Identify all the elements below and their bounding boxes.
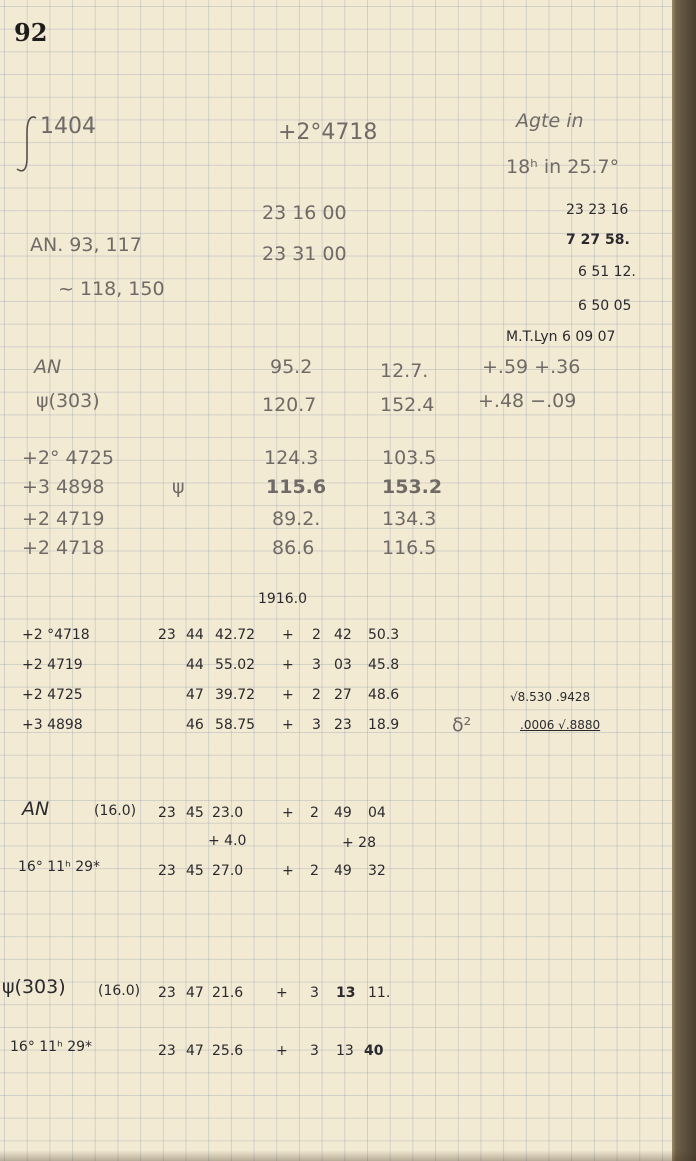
psi-r2-sign: + — [276, 1043, 288, 1059]
pos-3-dec-s: 48.6 — [368, 687, 400, 703]
pos-2-ra-s: 55.02 — [215, 657, 256, 673]
an-result-date: 16° 11ʰ 29* — [18, 859, 101, 875]
measure-row2-b: 152.4 — [380, 394, 435, 416]
side-calc-line-2: .0006 √.8880 — [520, 718, 601, 732]
star-3-zone: +2 4719 — [22, 508, 105, 530]
psi-r2-dec-s: 40 — [364, 1043, 384, 1059]
pos-2-zone: +2 4719 — [22, 657, 83, 673]
an-r2-dec-d: 2 — [310, 863, 319, 879]
header-decl: +2°4718 — [278, 120, 378, 145]
an-r2-dec-m: 49 — [334, 863, 352, 879]
measure-row1-label: AN — [34, 356, 62, 378]
star-1-b: 103.5 — [382, 447, 437, 469]
star-2-zone: +3 4898 — [22, 476, 105, 498]
an-r1-dec-m: 49 — [334, 805, 352, 821]
psi-r1-ra-m: 47 — [186, 985, 204, 1001]
pos-2-sign: + — [282, 657, 294, 673]
measure-row2-a: 120.7 — [262, 394, 317, 416]
an-reference-2: ~ 118, 150 — [58, 278, 165, 300]
pos-2-dec-d: 3 — [312, 657, 321, 673]
side-calc-line-1: √8.530 .9428 — [510, 690, 591, 704]
header-ref: 1404 — [40, 114, 96, 139]
pos-1-ra-s: 42.72 — [215, 627, 256, 643]
an-r1-ra-h: 23 — [158, 805, 176, 821]
an-corr-dec: + 28 — [342, 835, 376, 851]
measure-row1-c: +.59 +.36 — [482, 356, 581, 378]
measure-row2-c: +.48 −.09 — [478, 390, 577, 412]
measure-row2-label: ψ(303) — [36, 390, 100, 412]
pos-2-dec-s: 45.8 — [368, 657, 400, 673]
an-r1-ra-s: 23.0 — [212, 805, 244, 821]
header-note-1: Agte in — [516, 110, 584, 132]
an-r2-ra-h: 23 — [158, 863, 176, 879]
pos-4-ra-m: 46 — [186, 717, 204, 733]
pos-1-dec-m: 42 — [334, 627, 352, 643]
right-col-line-2: 7 27 58. — [566, 232, 630, 248]
an-r1-dec-s: 04 — [368, 805, 386, 821]
pos-1-dec-d: 2 — [312, 627, 321, 643]
pos-4-zone: +3 4898 — [22, 717, 83, 733]
an-r1-sign: + — [282, 805, 294, 821]
an-time-2: 23 31 00 — [262, 243, 347, 265]
side-calc-symbol: δ² — [452, 714, 472, 736]
star-4-zone: +2 4718 — [22, 537, 105, 559]
star-1-a: 124.3 — [264, 447, 319, 469]
star-4-a: 86.6 — [272, 537, 315, 559]
pos-3-dec-d: 2 — [312, 687, 321, 703]
an-r2-ra-m: 45 — [186, 863, 204, 879]
integral-sign-icon — [14, 114, 40, 174]
pos-3-zone: +2 4725 — [22, 687, 83, 703]
pos-3-sign: + — [282, 687, 294, 703]
an-corr-ra: + 4.0 — [208, 833, 247, 849]
psi-r2-dec-d: 3 — [310, 1043, 319, 1059]
pos-4-dec-m: 23 — [334, 717, 352, 733]
psi-result-label: ψ(303) — [2, 976, 66, 998]
page-bottom-shadow — [0, 1150, 696, 1161]
right-col-line-3: 6 51 12. — [578, 264, 636, 280]
epoch-label: 1916.0 — [258, 591, 307, 607]
an-result-label: AN — [22, 798, 50, 820]
psi-result-date: 16° 11ʰ 29* — [10, 1039, 93, 1055]
psi-r1-dec-s: 11. — [368, 985, 391, 1001]
pos-4-dec-s: 18.9 — [368, 717, 400, 733]
psi-r1-sign: + — [276, 985, 288, 1001]
notebook-page-edge — [672, 0, 696, 1161]
an-r2-sign: + — [282, 863, 294, 879]
an-r2-ra-s: 27.0 — [212, 863, 244, 879]
an-time-1: 23 16 00 — [262, 202, 347, 224]
psi-result-epoch: (16.0) — [98, 983, 141, 999]
psi-r2-dec-m: 13 — [336, 1043, 354, 1059]
pos-1-dec-s: 50.3 — [368, 627, 400, 643]
pos-2-dec-m: 03 — [334, 657, 352, 673]
star-2-mark: ψ — [172, 476, 185, 498]
psi-r2-ra-m: 47 — [186, 1043, 204, 1059]
psi-r2-ra-s: 25.6 — [212, 1043, 244, 1059]
pos-4-ra-s: 58.75 — [215, 717, 256, 733]
right-col-line-1: 23 23 16 — [566, 202, 629, 218]
pos-3-ra-m: 47 — [186, 687, 204, 703]
right-col-line-5: M.T.Lyn 6 09 07 — [506, 329, 616, 345]
an-result-epoch: (16.0) — [94, 803, 137, 819]
star-2-a: 115.6 — [266, 476, 327, 498]
page-number: 92 — [14, 18, 48, 47]
header-note-2: 18ʰ in 25.7° — [506, 156, 620, 178]
pos-1-ra-m: 44 — [186, 627, 204, 643]
an-r1-ra-m: 45 — [186, 805, 204, 821]
an-reference: AN. 93, 117 — [30, 234, 142, 256]
psi-r1-ra-h: 23 — [158, 985, 176, 1001]
pos-4-sign: + — [282, 717, 294, 733]
psi-r1-dec-m: 13 — [336, 985, 356, 1001]
psi-r1-dec-d: 3 — [310, 985, 319, 1001]
star-3-a: 89.2. — [272, 508, 321, 530]
pos-1-ra-h: 23 — [158, 627, 176, 643]
measure-row1-b: 12.7. — [380, 360, 429, 382]
pos-4-dec-d: 3 — [312, 717, 321, 733]
pos-1-zone: +2 °4718 — [22, 627, 90, 643]
right-col-line-4: 6 50 05 — [578, 298, 632, 314]
star-4-b: 116.5 — [382, 537, 437, 559]
pos-3-ra-s: 39.72 — [215, 687, 256, 703]
psi-r2-ra-h: 23 — [158, 1043, 176, 1059]
measure-row1-a: 95.2 — [270, 356, 313, 378]
pos-2-ra-m: 44 — [186, 657, 204, 673]
an-r2-dec-s: 32 — [368, 863, 386, 879]
psi-r1-ra-s: 21.6 — [212, 985, 244, 1001]
star-1-zone: +2° 4725 — [22, 447, 114, 469]
an-r1-dec-d: 2 — [310, 805, 319, 821]
star-3-b: 134.3 — [382, 508, 437, 530]
pos-1-sign: + — [282, 627, 294, 643]
star-2-b: 153.2 — [382, 476, 443, 498]
pos-3-dec-m: 27 — [334, 687, 352, 703]
